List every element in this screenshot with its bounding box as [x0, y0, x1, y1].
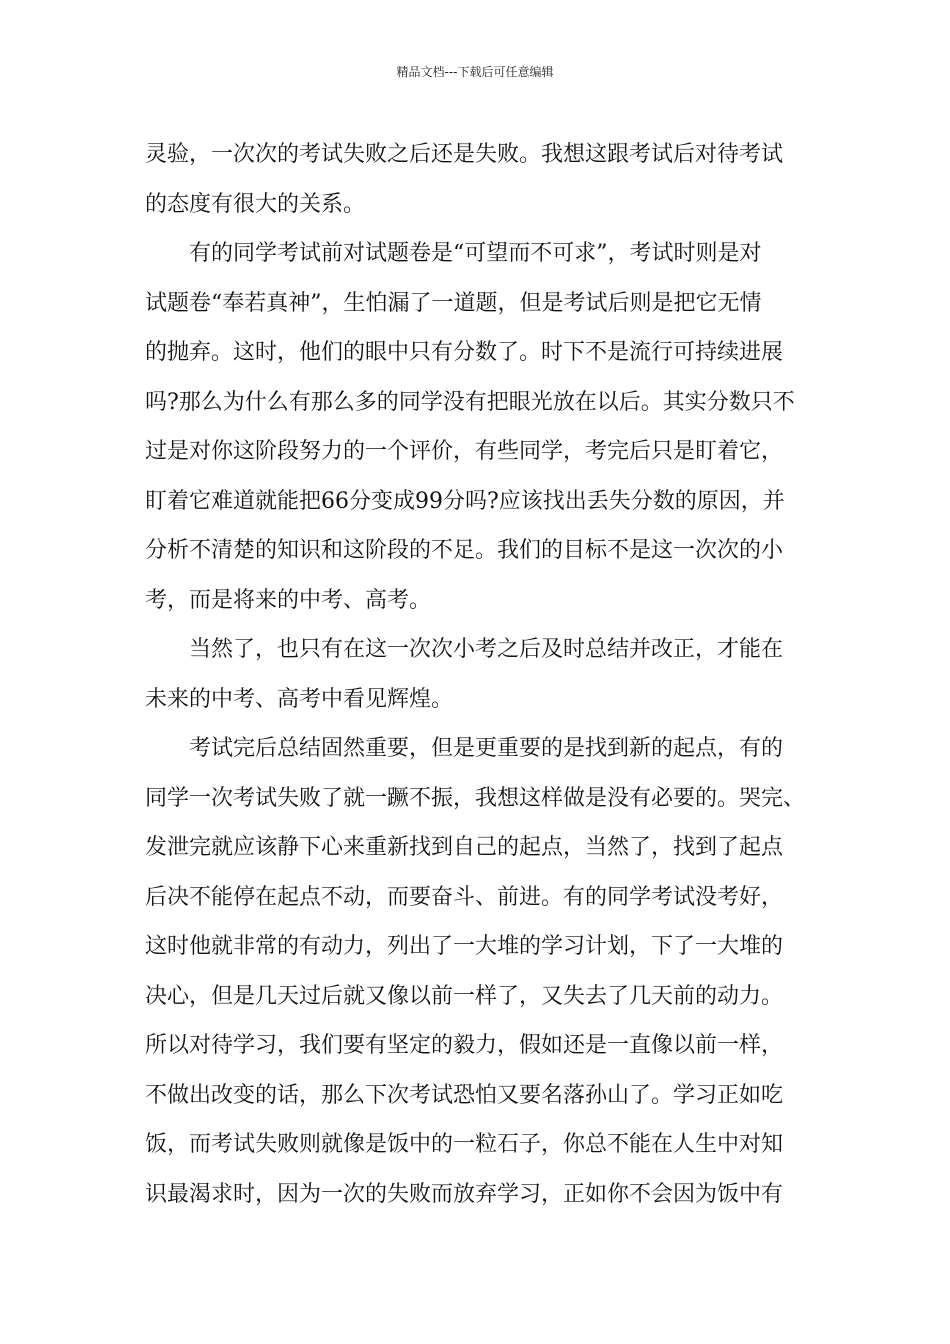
text-line: 吗?那么为什么有那么多的同学没有把眼光放在以后。其实分数只不 [145, 389, 795, 415]
text-line: 分析不清楚的知识和这阶段的不足。我们的目标不是这一次次的小 [145, 538, 784, 563]
text-line: 考，而是将来的中考、高考。 [145, 587, 432, 613]
text-line: 后决不能停在起点不动，而要奋斗、前进。有的同学考试没考好， [145, 884, 784, 910]
text-line: 的抛弃。这时，他们的眼中只有分数了。时下不是流行可持续进展 [145, 340, 784, 365]
text-line: 盯着它难道就能把66分变成99分吗?应该找出丢失分数的原因，并 [145, 488, 785, 514]
text-line: 同学一次考试失败了就一蹶不振，我想这样做是没有必要的。哭完、 [145, 785, 806, 811]
text-line: 不做出改变的话，那么下次考试恐怕又要名落孙山了。学习正如吃 [145, 1082, 784, 1108]
text-line: 过是对你这阶段努力的一个评价，有些同学，考完后只是盯着它， [145, 439, 784, 464]
text-line: 识最渴求时，因为一次的失败而放弃学习，正如你不会因为饭中有 [145, 1181, 784, 1207]
text-line: 灵验，一次次的考试失败之后还是失败。我想这跟考试后对待考试 [145, 142, 784, 167]
text-line: 试题卷“奉若真神”，生怕漏了一道题，但是考试后则是把它无情 [145, 290, 762, 316]
text-line: 所以对待学习，我们要有坚定的毅力，假如还是一直像以前一样， [145, 1033, 784, 1058]
text-line: 有的同学考试前对试题卷是“可望而不可求”，考试时则是对 [189, 241, 762, 266]
text-line: 这时他就非常的有动力，列出了一大堆的学习计划，下了一大堆的 [145, 934, 784, 959]
page-header: 精品文档---下载后可任意编辑 [396, 65, 554, 79]
text-line: 的态度有很大的关系。 [145, 191, 366, 217]
text-line: 考试完后总结固然重要，但是更重要的是找到新的起点，有的 [189, 736, 784, 761]
document-body [145, 130, 810, 1219]
text-line: 决心，但是几天过后就又像以前一样了，又失去了几天前的动力。 [145, 983, 784, 1009]
text-line: 发泄完就应该静下心来重新找到自己的起点，当然了，找到了起点 [145, 835, 784, 860]
text-line: 当然了，也只有在这一次次小考之后及时总结并改正，才能在 [189, 637, 784, 662]
text-line: 饭，而考试失败则就像是饭中的一粒石子，你总不能在人生中对知 [145, 1132, 784, 1157]
text-line: 未来的中考、高考中看见辉煌。 [145, 686, 454, 712]
